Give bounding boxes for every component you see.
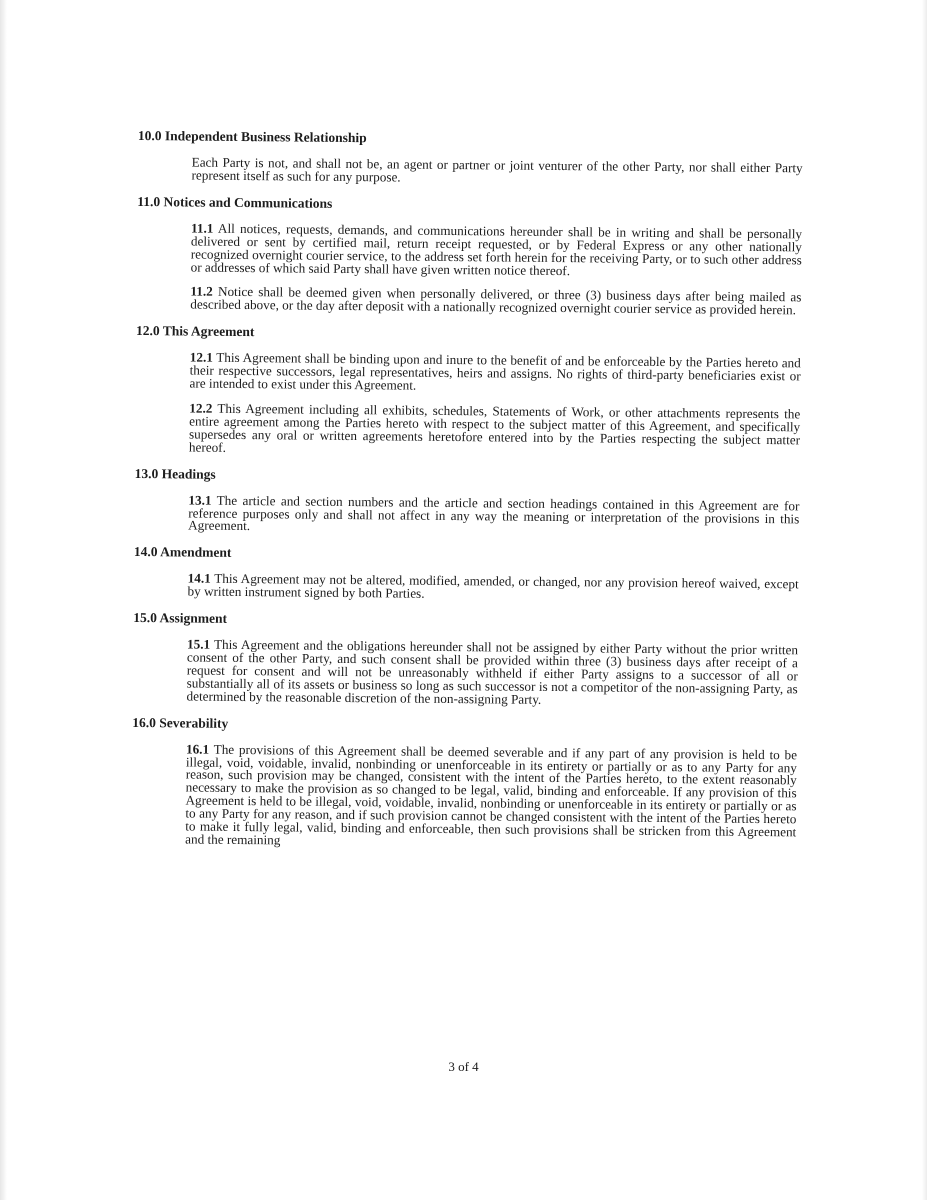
paragraph-text: The article and section numbers and the article and section headings contained in this Agreement are for reference purposes only and shall not affect in any way the meaning or interpretation of the provisions in this Agreement.	[188, 492, 800, 534]
clause-number: 15.1	[186, 636, 211, 652]
paragraph-text: This Agreement and the obligations hereunder shall not be assigned by either Party without the prior written consent of the other Party, and such consent shall be provided within three (3) business days after receipt of a request for consent and will not be unreasonably withheld if either Party assigns to a successor of all or substantially all of its assets or business so long as such successor is not a competitor of the non-assigning Party, as determined by the reasonable discretion of the non-assigning Party.	[186, 636, 799, 707]
section-10	[137, 128, 802, 188]
clause-number: 14.1	[187, 570, 211, 587]
scan-left-edge	[0, 0, 7, 1200]
paragraph	[188, 494, 799, 539]
paragraph	[189, 349, 801, 397]
section-15	[132, 610, 798, 709]
section-heading: 15.0 Assignment	[133, 610, 228, 627]
paragraph-text: This Agreement shall be binding upon and inure to the benefit of and be enforceable by the Parties hereto and their respective successors, legal representatives, heirs and assigns. No rights of third-party beneficiaries exist or are intended to exist under this Agreement.	[189, 350, 801, 393]
section-heading: 12.0 This Agreement	[135, 323, 255, 340]
paragraph-text: The provisions of this Agreement shall be deemed severable and if any part of any provision is held to be illegal, void, voidable, invalid, nonbinding or unenforceable in its entirety or partially or as to any Party for any reason, such provision may be changed, consistent with the intent of the Parties hereto, to the extent reasonably necessary to make the provision as so changed to be legal, valid, binding and enforceable. If any provision of this Agreement is held to be illegal, void, voidable, invalid, nonbinding or unenforceable in its entirety or partially or as to any Party for any reason, and if such provision cannot be changed consistent with the intent of the Parties hereto to make it fully legal, valid, binding and enforceable, then such provisions shall be stricken from this Agreement and the remaining	[185, 741, 798, 848]
page-number: 3 of 4	[448, 1059, 479, 1074]
clause-number: 16.1	[185, 741, 210, 757]
clause-number: 13.1	[188, 492, 212, 508]
paragraph-text: Notice shall be deemed given when personally delivered, or three (3) business days after being mailed as described above, or the day after deposit with a nationally recognized overnight courier service as provided herein.	[190, 284, 802, 318]
paragraph	[190, 283, 802, 318]
paragraph	[189, 402, 800, 459]
section-12	[135, 323, 801, 460]
section-11	[136, 194, 802, 318]
section-heading: 13.0 Headings	[134, 465, 216, 482]
section-heading: 10.0 Independent Business Relationship	[137, 128, 367, 146]
paragraph	[185, 743, 797, 852]
section-13	[134, 466, 800, 539]
paragraph-text: All notices, requests, demands, and communications hereunder shall be in writing and shall be personally delivered or sent by certified mail, return receipt requested, or by Federal Express or any other nationally recognized overnight courier service, to the address set forth herein for the receiving Party, or to such other address or addresses of which said Party shall have given written notice thereof.	[190, 220, 803, 278]
scan-right-edge	[922, 0, 927, 1200]
paragraph	[187, 570, 799, 605]
section-14	[133, 544, 798, 604]
paragraph-text: This Agreement may not be altered, modified, amended, or changed, nor any provision hereof waived, except by written instrument signed by both Parties.	[187, 571, 799, 601]
clause-number: 12.1	[189, 349, 213, 365]
section-heading: 16.0 Severability	[132, 714, 229, 731]
document-body	[131, 128, 803, 864]
paragraph-text: This Agreement including all exhibits, schedules, Statements of Work, or other attachments represents the entire agreement among the Parties hereto with respect to the subject matter of this Agreement, and specifically supersedes any oral or written agreements heretofore entered into by the Parties respecting the subject matter hereof.	[188, 400, 801, 455]
clause-number: 11.2	[190, 283, 213, 300]
clause-number: 11.1	[190, 220, 214, 236]
section-16	[131, 715, 797, 853]
paragraph	[191, 154, 803, 189]
paragraph	[186, 636, 799, 709]
clause-number: 12.2	[189, 400, 213, 416]
paragraph	[191, 222, 802, 279]
section-heading: 14.0 Amendment	[133, 544, 232, 561]
section-heading: 11.0 Notices and Communications	[137, 193, 333, 211]
paragraph-text: Each Party is not, and shall not be, an agent or partner or joint venturer of the other Party, nor shall either Party represent itself as such for any purpose.	[191, 154, 803, 185]
